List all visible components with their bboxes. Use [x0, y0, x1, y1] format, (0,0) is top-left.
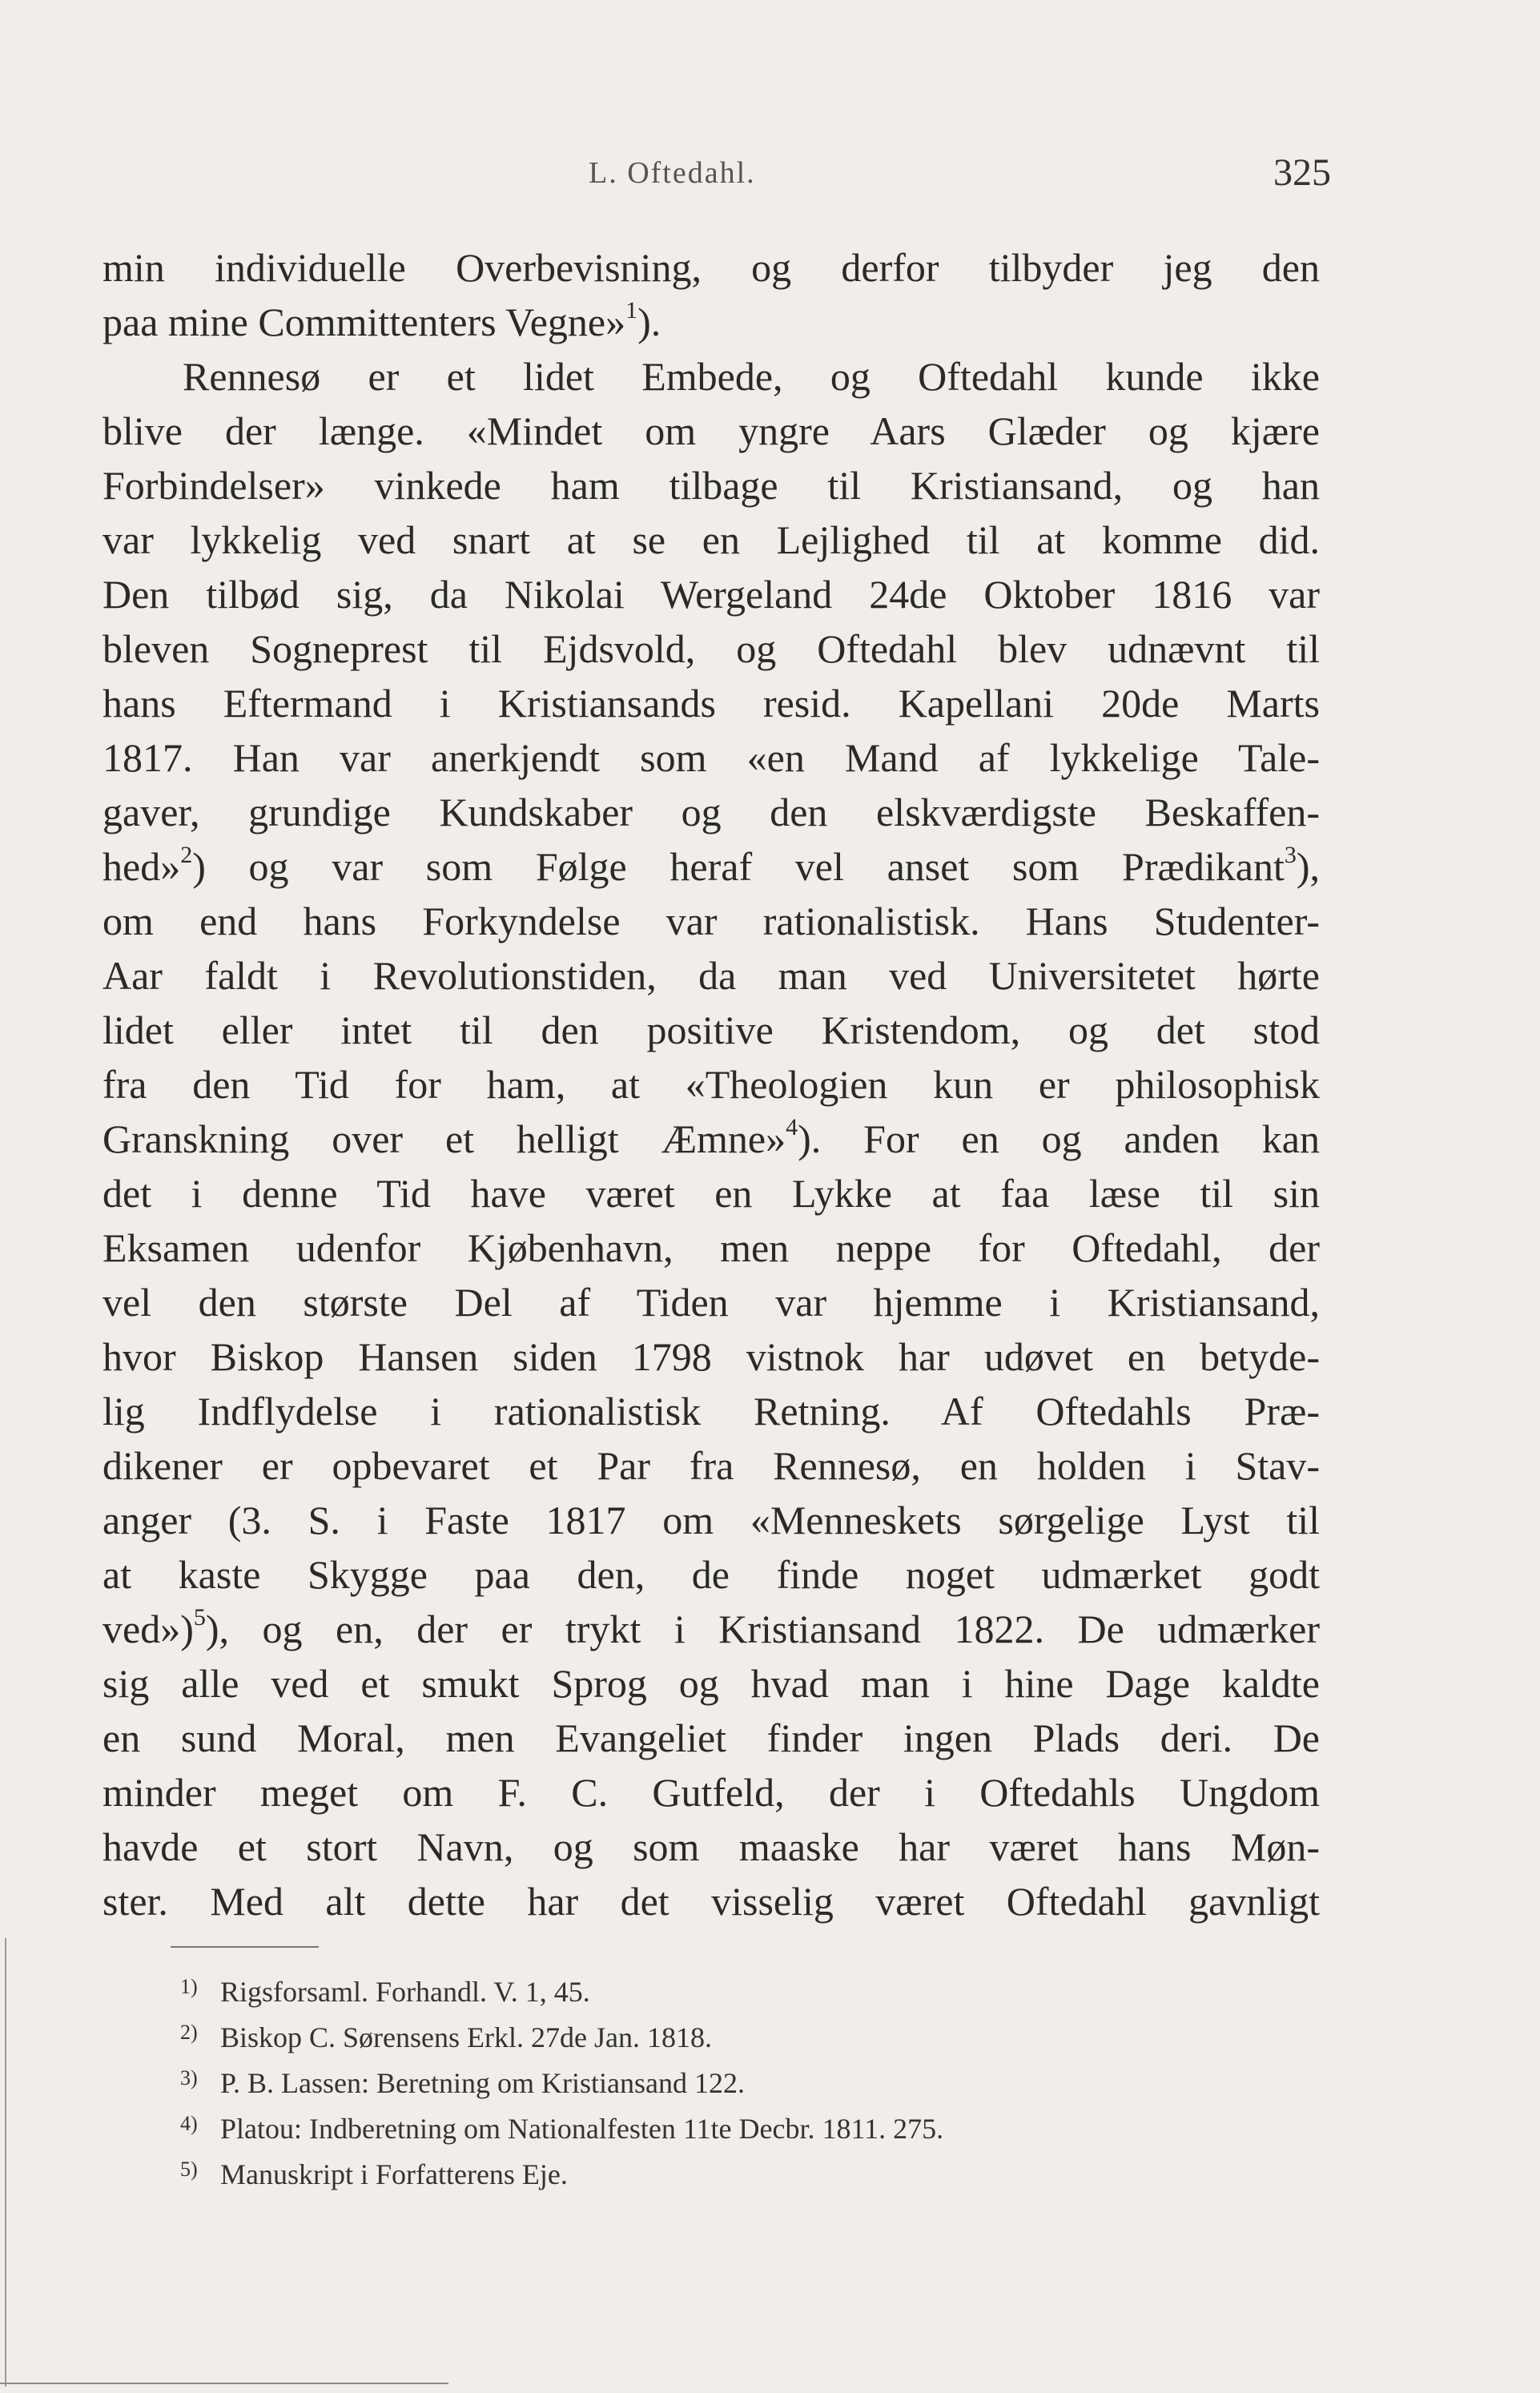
footnote: [180, 2055, 1301, 2101]
text-segment: var lykkelig ved snart at se en Lejlighed til at komme did.: [103, 517, 1320, 562]
text-line: [103, 1384, 1320, 1438]
footnote-text: Rigsforsaml. Forhandl. V. 1, 45.: [220, 1976, 590, 2008]
text-line: [103, 730, 1320, 785]
footnote-text: Platou: Indberetning om Nationalfesten 11te Decbr. 1811. 275.: [220, 2113, 944, 2145]
footnote: [180, 1964, 1301, 2009]
body-text: [103, 240, 1320, 1928]
footnote-marker: 1): [180, 1975, 198, 1998]
text-segment: Forbindelser» vinkede ham tilbage til Kristiansand, og han: [103, 463, 1320, 508]
text-segment: Eksamen udenfor Kjøbenhavn, men neppe for Oftedahl, der: [103, 1225, 1320, 1270]
text-line: [103, 1275, 1320, 1329]
scan-margin-line: [5, 1938, 6, 2387]
text-segment: Aar faldt i Revolutionstiden, da man ved Universitetet hørte: [103, 953, 1320, 998]
text-segment: paa mine Committenters Vegne»: [103, 300, 626, 344]
text-segment: sig alle ved et smukt Sprog og hvad man i hine Dage kaldte: [103, 1661, 1320, 1706]
text-line: [103, 1547, 1320, 1602]
text-line: [103, 1112, 1320, 1166]
text-line: [103, 1711, 1320, 1765]
text-segment: ).: [637, 300, 661, 344]
text-segment: Rennesø er et lidet Embede, og Oftedahl kunde ikke: [183, 354, 1320, 399]
text-segment: ). For en og anden kan: [798, 1116, 1320, 1161]
text-segment: 1817. Han var anerkjendt som «en Mand af lykkelige Tale-: [103, 735, 1320, 780]
text-segment: hed»: [103, 844, 181, 889]
text-segment: at kaste Skygge paa den, de finde noget udmærket godt: [103, 1552, 1320, 1597]
running-head: [0, 149, 1540, 197]
text-line: [103, 894, 1320, 948]
scan-bottom-line: [0, 2383, 448, 2384]
footnotes: [180, 1964, 1301, 2192]
footnote: [180, 2101, 1301, 2146]
text-line: [103, 295, 1320, 349]
text-line: [103, 458, 1320, 513]
footnote-rule: [171, 1946, 319, 1948]
footnote-reference: 5: [193, 1604, 206, 1631]
text-line: [103, 785, 1320, 839]
text-segment: om end hans Forkyndelse var rationalistisk. Hans Studenter-: [103, 899, 1320, 943]
text-segment: bleven Sogneprest til Ejdsvold, og Oftedahl blev udnævnt til: [103, 626, 1320, 671]
text-segment: vel den største Del af Tiden var hjemme i Kristiansand,: [103, 1280, 1320, 1325]
text-segment: lidet eller intet til den positive Kristendom, og det stod: [103, 1007, 1320, 1052]
text-line: [103, 948, 1320, 1003]
text-line: [103, 676, 1320, 730]
footnote-marker: 4): [180, 2112, 198, 2135]
text-segment: dikener er opbevaret et Par fra Rennesø, en holden i Stav-: [103, 1443, 1320, 1488]
text-segment: ),: [1296, 844, 1320, 889]
text-line: [103, 1438, 1320, 1493]
text-line: [103, 1329, 1320, 1384]
footnote-text: P. B. Lassen: Beretning om Kristiansand 122.: [220, 2067, 745, 2099]
text-segment: blive der længe. «Mindet om yngre Aars Glæder og kjære: [103, 408, 1320, 453]
text-segment: Granskning over et helligt Æmne»: [103, 1116, 786, 1161]
text-segment: det i denne Tid have været en Lykke at faa læse til sin: [103, 1171, 1320, 1216]
text-segment: minder meget om F. C. Gutfeld, der i Oftedahls Ungdom: [103, 1770, 1320, 1815]
text-line: [103, 349, 1320, 404]
text-segment: ) og var som Følge heraf vel anset som Prædikant: [192, 844, 1285, 889]
footnote-reference: 1: [625, 297, 638, 324]
text-line: [103, 1166, 1320, 1221]
text-segment: ), og en, der er trykt i Kristiansand 1822. De udmærker: [205, 1607, 1320, 1651]
text-segment: hans Eftermand i Kristiansands resid. Kapellani 20de Marts: [103, 681, 1320, 726]
text-segment: fra den Tid for ham, at «Theologien kun er philosophisk: [103, 1062, 1320, 1107]
text-line: [103, 513, 1320, 567]
text-segment: lig Indflydelse i rationalistisk Retning. Af Oftedahls Præ-: [103, 1389, 1320, 1434]
text-segment: gaver, grundige Kundskaber og den elskværdigste Beskaffen-: [103, 790, 1320, 835]
text-line: [103, 839, 1320, 894]
text-segment: hvor Biskop Hansen siden 1798 vistnok har udøvet en betyde-: [103, 1334, 1320, 1379]
text-segment: en sund Moral, men Evangeliet finder ingen Plads deri. De: [103, 1715, 1320, 1760]
text-line: [103, 1003, 1320, 1057]
text-line: [103, 1602, 1320, 1656]
text-line: [103, 1765, 1320, 1820]
footnote-reference: 2: [180, 842, 193, 868]
footnote: [180, 2009, 1301, 2055]
text-line: [103, 567, 1320, 621]
text-segment: havde et stort Navn, og som maaske har været hans Møn-: [103, 1824, 1320, 1869]
footnote-marker: 3): [180, 2066, 198, 2089]
text-segment: ster. Med alt dette har det visselig været Oftedahl gavnligt: [103, 1879, 1320, 1924]
text-line: [103, 621, 1320, 676]
text-line: [103, 404, 1320, 458]
text-segment: min individuelle Overbevisning, og derfor tilbyder jeg den: [103, 245, 1320, 290]
footnote-marker: 2): [180, 2021, 198, 2044]
running-title: L. Oftedahl.: [589, 156, 756, 190]
footnote-reference: 4: [786, 1114, 798, 1140]
text-line: [103, 1057, 1320, 1112]
footnote-reference: 3: [1284, 842, 1297, 868]
footnote: [180, 2146, 1301, 2192]
text-line: [103, 1820, 1320, 1874]
text-line: [103, 240, 1320, 295]
text-segment: Den tilbød sig, da Nikolai Wergeland 24de Oktober 1816 var: [103, 572, 1320, 617]
footnote-marker: 5): [180, 2158, 198, 2181]
text-segment: ved»): [103, 1607, 194, 1651]
text-line: [103, 1874, 1320, 1928]
text-line: [103, 1656, 1320, 1711]
text-line: [103, 1221, 1320, 1275]
page-number: 325: [1273, 151, 1331, 194]
text-segment: anger (3. S. i Faste 1817 om «Menneskets sørgelige Lyst til: [103, 1498, 1320, 1542]
footnote-text: Biskop C. Sørensens Erkl. 27de Jan. 1818.: [220, 2021, 712, 2053]
text-line: [103, 1493, 1320, 1547]
footnote-text: Manuskript i Forfatterens Eje.: [220, 2158, 568, 2190]
